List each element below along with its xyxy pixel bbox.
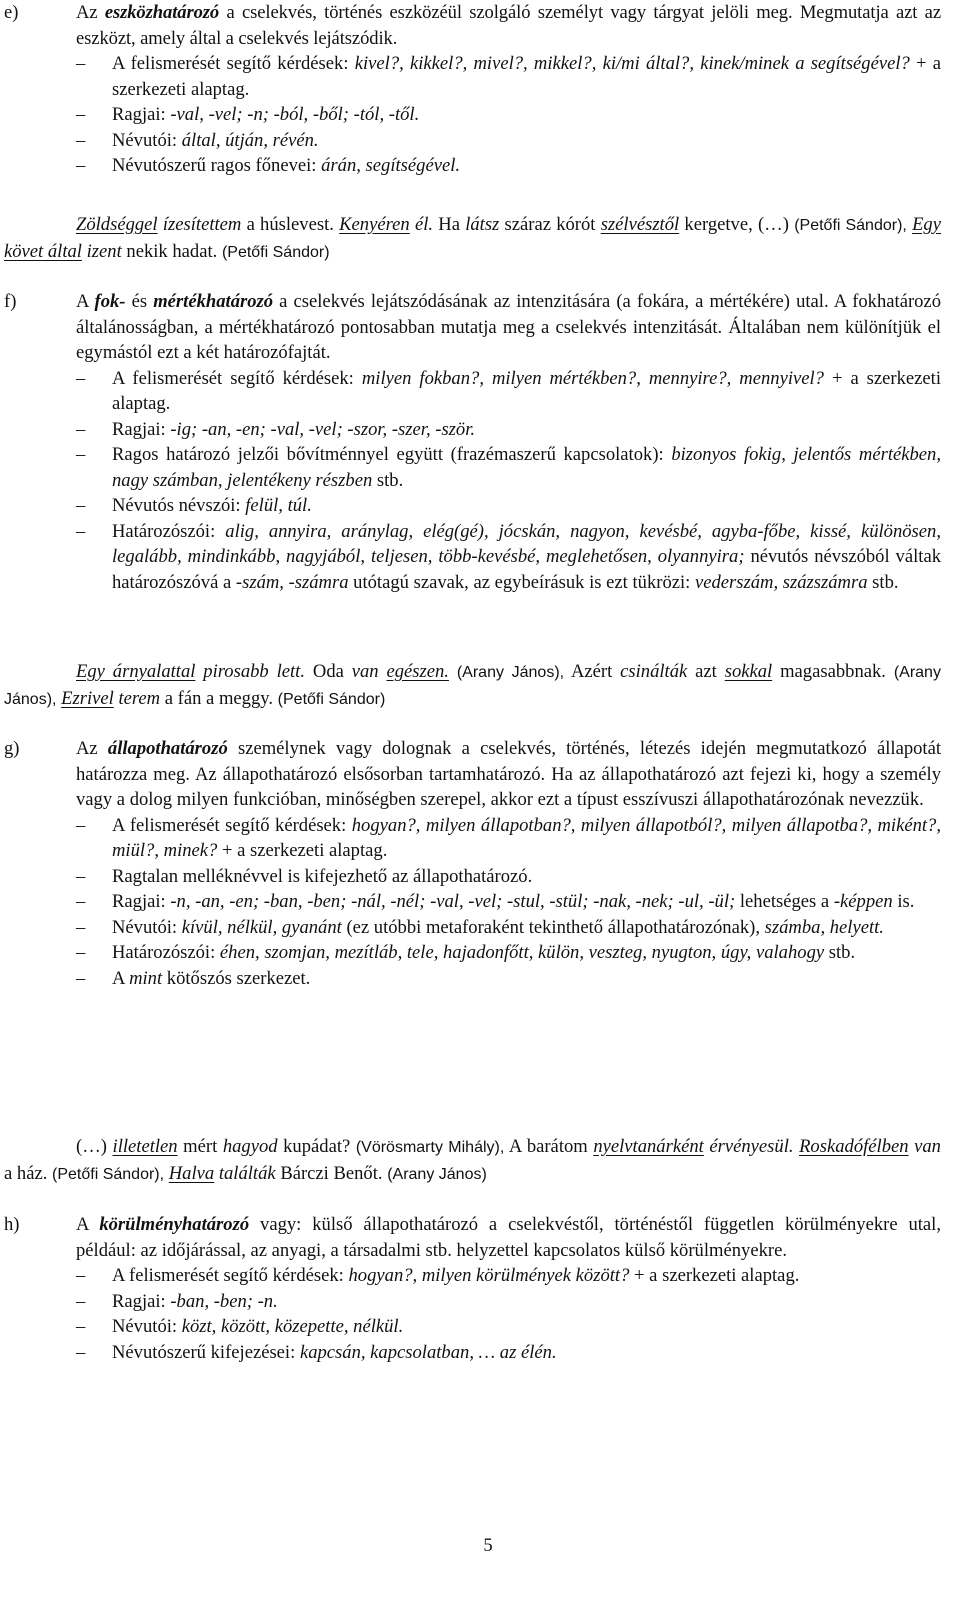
section-g-questions [76,813,941,864]
text-run: Határozószói: [112,520,216,542]
text-run: kupádat? [283,1136,351,1157]
examples-f [4,659,941,712]
text-run: -szám, -számra [235,571,349,593]
section-h-definition [76,1212,941,1263]
term-fokhatarozo: fok- [94,291,126,312]
text-run: nekik hadat. [126,240,218,262]
text-run: mint [129,967,163,989]
text-run: stb. [828,942,856,963]
text-run: bizonyos fokig, jelentős mértékben, nagy számban, jelentékeny részben [112,444,941,491]
text-run: Zöldséggel [76,214,158,235]
text-run: -val, -vel; -n; -ból, -ből; -tól, -től. [170,104,420,125]
text-run: stb. [872,571,899,593]
text-run: Oda [312,661,344,682]
section-f-ragos [76,442,941,493]
text-run: Az [76,738,98,759]
term-allapothatarozo: állapothatározó [107,738,228,759]
section-e-questions [76,51,941,102]
term-korulmenyhatarozo: körülményhatározó [99,1214,250,1235]
section-f-questions [76,366,941,417]
source-citation: (Petőfi Sándor) [277,690,386,708]
text-run: Ragjai: [112,104,166,125]
text-run: Névutói: [112,129,178,151]
section-g-label: g) [4,738,20,759]
text-run: + a szerkezeti alaptag. [634,1265,800,1286]
text-run: + a szerkezeti alaptag. [112,53,941,100]
text-run: A felismerését segítő kérdések: [112,814,347,836]
section-g-definition [76,736,941,813]
text-run: -képpen [833,891,893,912]
section-f-ragok [76,417,941,443]
text-run: -ig; -an, -en; -val, -vel; -szor, -szer, -ször. [170,418,476,440]
text-run: sokkal [724,661,773,682]
text-run: A felismerését segítő kérdések: [112,53,349,74]
text-run: Ragtalan melléknévvel is kifejezhető az állapothatározó. [112,865,533,887]
text-run: Névutói: [112,916,178,938]
text-run: -n, -an, -en; -ban, -ben; -nál, -nél; -val, -vel; -stul, -stül; -nak, -nek; -ul, -ül; [170,891,736,912]
text-run: is. [897,891,915,912]
text-run: kapcsán, kapcsolatban, … az élén. [299,1341,557,1363]
section-e-definition [76,0,941,51]
text-run: A [76,1214,89,1235]
source-citation: (Arany János), [456,664,565,681]
text-run: Azért [570,661,613,682]
text-run: magasabbnak. [780,661,886,682]
text-run: a cselekvés lejátszódásának az intenzitására (a fokára, a mértékére) utal. A fokhatározó általánosságban, a mértékhatározó pontosabban mutatja meg a cselekvés intenzitását. Általában nem különítjük el egymástól ezt a két határozófajtát. [76,291,941,363]
text-run: egészen. [386,661,449,682]
text-run: Ha [438,214,460,235]
text-run: A barátom [508,1136,588,1157]
text-run: alig, annyira, aránylag, elég(gé), jócskán, nagyon, kevésbé, agyba-főbe, kissé, különösen, legalább, mindinkább, nagyjából, teljesen, több-kevésbé, meglehetősen, olyannyira; [112,520,941,567]
section-h [0,1212,941,1365]
section-g [0,736,941,991]
text-run: (ez utóbbi metaforaként tekinthető állapothatározónak), [346,916,760,938]
source-citation: (Petőfi Sándor), [52,1165,165,1183]
text-run: van [914,1136,941,1157]
section-e-label: e) [4,2,19,23]
text-run: Névutós névszói: [112,495,241,516]
text-run: A [112,967,125,989]
text-run: ízesítettem [162,214,242,235]
text-run: Névutószerű kifejezései: [112,1341,296,1363]
text-run: terem [118,687,161,709]
text-run: Kenyéren [339,214,410,235]
text-run: hagyod [222,1136,278,1157]
text-run: a húslevest. [246,214,334,235]
section-e [0,0,941,179]
text-run: mért [183,1136,218,1157]
text-run: által, útján, révén. [181,129,319,151]
section-f-label: f) [4,291,17,312]
text-run: van [351,661,379,682]
text-run: vederszám, százszámra [694,571,868,593]
page-number: 5 [483,1535,493,1556]
text-run: (…) [76,1136,107,1157]
section-f-hatarozoszo [76,519,941,596]
source-citation: (Petőfi Sándor), [794,217,907,234]
text-run: utótagú szavak, az egybeírásuk is ezt tükrözi: [353,571,691,593]
text-run: a cselekvés, történés eszközéül szolgáló személyt vagy tárgyat jelöli meg. Megmutatja azt az eszközt, amely által a cselekvés lejátszódik. [76,2,941,49]
text-run: A [76,291,89,312]
text-run: Halva [168,1162,215,1184]
text-run: Egy árnyalattal [76,661,196,682]
examples-e [4,212,941,265]
section-g-mint [76,966,941,992]
section-f [0,289,941,595]
section-g-ragok [76,889,941,915]
text-run: izent [86,240,122,262]
text-run: számba, helyett. [764,916,884,938]
text-run: A felismerését segítő kérdések: [112,367,354,389]
text-run: + a szerkezeti alaptag. [112,367,942,414]
text-run: árán, segítségével. [321,155,461,176]
text-run: illetetlen [112,1136,178,1157]
text-run: él. [414,214,434,235]
source-citation: (Arany János) [387,1165,487,1183]
text-run: azt [695,661,717,682]
text-run: Ragjai: [112,1290,166,1312]
text-run: hogyan?, milyen körülmények között? [348,1265,630,1286]
source-citation: (Arany János), [4,664,941,708]
text-run: Ragos határozó jelzői bővítménnyel együtt (frazémaszerű kapcsolatok): [112,444,664,465]
text-run: Egy követ által [4,214,941,262]
text-run: felül, túl. [245,495,312,516]
text-run: csinálták [620,661,688,682]
section-e-nevutok [76,128,941,154]
text-run: Ragjai: [112,891,166,912]
text-run: hogyan?, milyen állapotban?, milyen állapotból?, milyen állapotba?, miként?, miül?, minek? [112,814,941,861]
text-run: Ezrivel [61,687,114,709]
section-g-nevutok [76,915,941,941]
section-f-nevutos [76,493,941,519]
text-run: A felismerését segítő kérdések: [112,1265,344,1286]
text-run: szélvésztől [600,214,680,235]
text-run: nyelvtanárként [593,1136,704,1157]
section-e-nevutoszeru [76,153,941,179]
source-citation: (Vörösmarty Mihály), [355,1139,505,1156]
text-run: közt, között, közepette, nélkül. [181,1316,404,1337]
section-h-nevutok [76,1314,941,1340]
text-run: névutós névszóból váltak határozószóvá a [112,546,941,593]
text-run: lehetséges a [739,891,830,912]
text-run: és [131,291,148,312]
text-run: kivel?, kikkel?, mivel?, mikkel?, ki/mi által?, kinek/minek a segítségével? [354,53,910,74]
text-run: kergetve, [684,214,753,235]
text-run: éhen, szomjan, mezítláb, tele, hajadonfőtt, külön, veszteg, nyugton, úgy, valahogy [219,942,825,963]
section-h-kifejezes [76,1340,941,1366]
section-e-ragok [76,102,941,128]
section-h-questions [76,1263,941,1289]
section-h-ragok [76,1289,941,1315]
text-run: kívül, nélkül, gyanánt [181,916,342,938]
text-run: Ragjai: [112,418,166,440]
text-run: találták [218,1162,276,1184]
section-g-ragtalan [76,864,941,890]
text-run: érvényesül. [709,1136,794,1157]
text-run: személynek vagy dolognak a cselekvés, történés, létezés idején megmutatkozó állapotát határozza meg. Az állapothatározó elsősorban tartamhatározó. Ha az állapothatározó azt fejezi ki, hogy a személy vagy a dolog milyen funkcióban, minőségben szerepel, akkor ezt a típust esszívuszi állapothatározónak nevezzük. [76,738,941,810]
source-citation: (Petőfi Sándor) [221,243,330,261]
term-mertekhatarozo: mértékhatározó [153,291,274,312]
section-h-label: h) [4,1214,20,1235]
section-g-hatarozoszo [76,940,941,966]
text-run: Roskadófélben [799,1136,909,1157]
text-run: a fán a meggy. [164,687,274,709]
text-run: látsz [465,214,500,235]
text-run: Bárczi Benőt. [280,1162,383,1184]
text-run: Névutószerű ragos főnevei: [112,155,317,176]
section-f-definition [76,289,941,366]
text-run: Névutói: [112,1316,178,1337]
examples-g [4,1134,941,1187]
text-run: -ban, -ben; -n. [170,1290,278,1312]
text-run: pirosabb lett. [203,661,306,682]
text-run: (…) [757,214,789,235]
text-run: kötőszós szerkezet. [166,967,311,989]
text-run: vagy: külső állapothatározó a cselekvéstől, történéstől független körülményekre utal, például: az időjárással, az anyagi, a társadalmi stb. helyzettel kapcsolatos külső körülményekre. [76,1214,941,1261]
text-run: száraz kórót [504,214,596,235]
text-run: stb. [376,469,404,491]
text-run: Határozószói: [112,942,216,963]
text-run: + a szerkezeti alaptag. [222,840,388,861]
term-eszkozhatarozo: eszközhatározó [104,2,220,23]
text-run: a ház. [4,1162,48,1184]
text-run: Az [76,2,98,23]
text-run: milyen fokban?, milyen mértékben?, mennyire?, mennyivel? [361,367,824,389]
